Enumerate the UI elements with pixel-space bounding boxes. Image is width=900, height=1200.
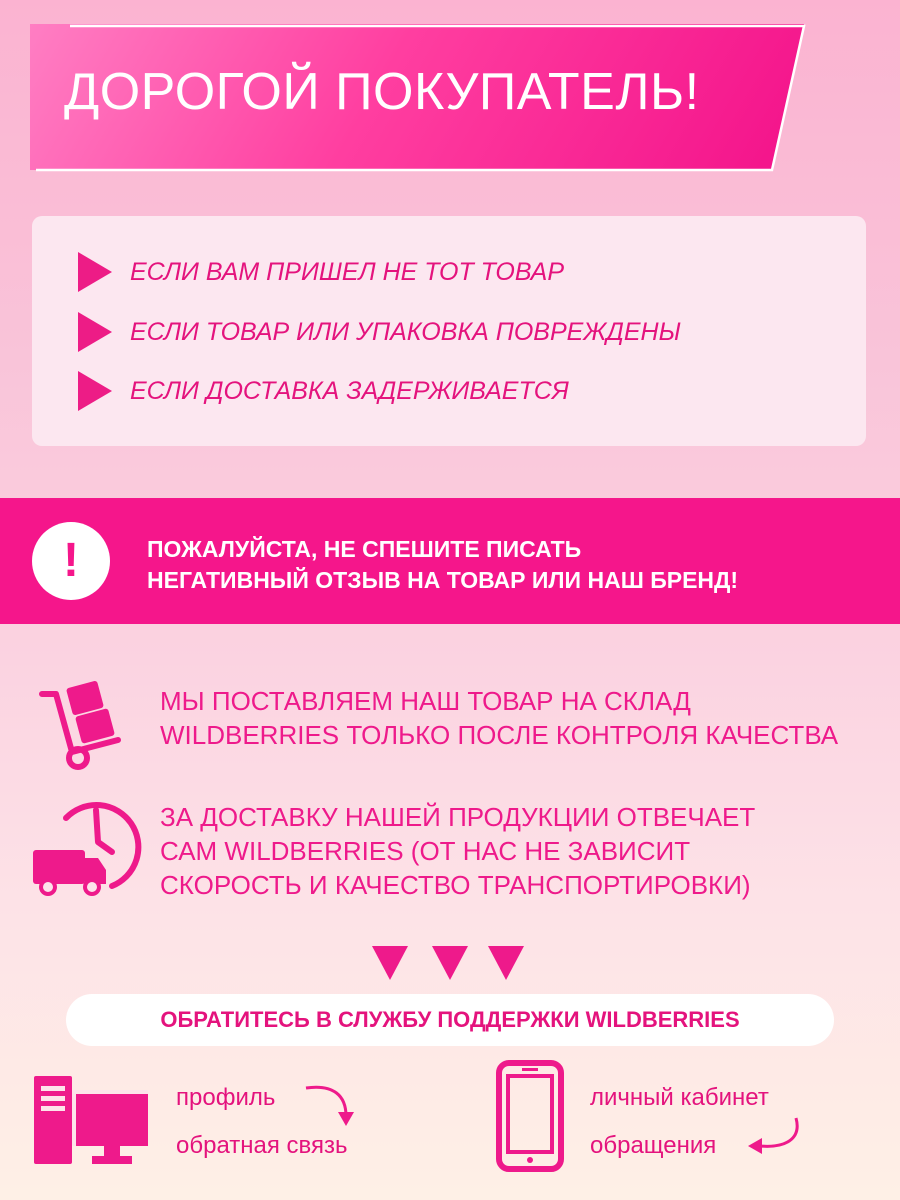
info-line: МЫ ПОСТАВЛЯЕМ НАШ ТОВАР НА СКЛАД — [160, 686, 691, 716]
condition-text: ЕСЛИ ВАМ ПРИШЕЛ НЕ ТОТ ТОВАР — [130, 257, 565, 286]
info-line: ЗА ДОСТАВКУ НАШЕЙ ПРОДУКЦИИ ОТВЕЧАЕТ — [160, 802, 756, 832]
info-line: СКОРОСТЬ И КАЧЕСТВО ТРАНСПОРТИРОВКИ) — [160, 870, 751, 900]
hand-truck-icon — [38, 678, 128, 770]
curved-arrow-icon — [744, 1112, 804, 1160]
list-item — [76, 250, 564, 294]
desktop-step-feedback: обратная связь — [176, 1132, 348, 1159]
support-label: ОБРАТИТЕСЬ В СЛУЖБУ ПОДДЕРЖКИ WILDBERRIES — [66, 994, 834, 1046]
triangle-right-icon — [76, 369, 114, 413]
list-item — [76, 369, 569, 413]
info-line: САМ WILDBERRIES (ОТ НАС НЕ ЗАВИСИТ — [160, 836, 691, 866]
condition-text: ЕСЛИ ДОСТАВКА ЗАДЕРЖИВАЕТСЯ — [130, 376, 569, 405]
triangle-right-icon — [76, 250, 114, 294]
down-arrows-icon — [370, 944, 530, 984]
exclamation-icon: ! — [32, 522, 110, 600]
quality-control-text — [160, 684, 838, 752]
triangle-right-icon — [76, 310, 114, 354]
smartphone-icon — [496, 1060, 564, 1172]
conditions-card — [32, 216, 866, 446]
mobile-step-requests: обращения — [590, 1132, 717, 1159]
list-item — [76, 310, 681, 354]
mobile-step-account: личный кабинет — [590, 1084, 769, 1111]
delivery-truck-clock-icon — [30, 792, 142, 896]
alert-text — [147, 534, 738, 596]
alert-line: ПОЖАЛУЙСТА, НЕ СПЕШИТЕ ПИСАТЬ — [147, 536, 582, 562]
desktop-computer-icon — [32, 1072, 152, 1168]
alert-band — [0, 498, 900, 624]
alert-line: НЕГАТИВНЫЙ ОТЗЫВ НА ТОВАР ИЛИ НАШ БРЕНД! — [147, 567, 739, 593]
curved-arrow-icon — [300, 1082, 360, 1130]
info-line: WILDBERRIES ТОЛЬКО ПОСЛЕ КОНТРОЛЯ КАЧЕСТВА — [160, 720, 839, 750]
delivery-responsibility-text — [160, 800, 755, 902]
condition-text: ЕСЛИ ТОВАР ИЛИ УПАКОВКА ПОВРЕЖДЕНЫ — [130, 317, 681, 346]
page-title: ДОРОГОЙ ПОКУПАТЕЛЬ! — [64, 63, 700, 121]
desktop-step-profile: профиль — [176, 1084, 276, 1111]
